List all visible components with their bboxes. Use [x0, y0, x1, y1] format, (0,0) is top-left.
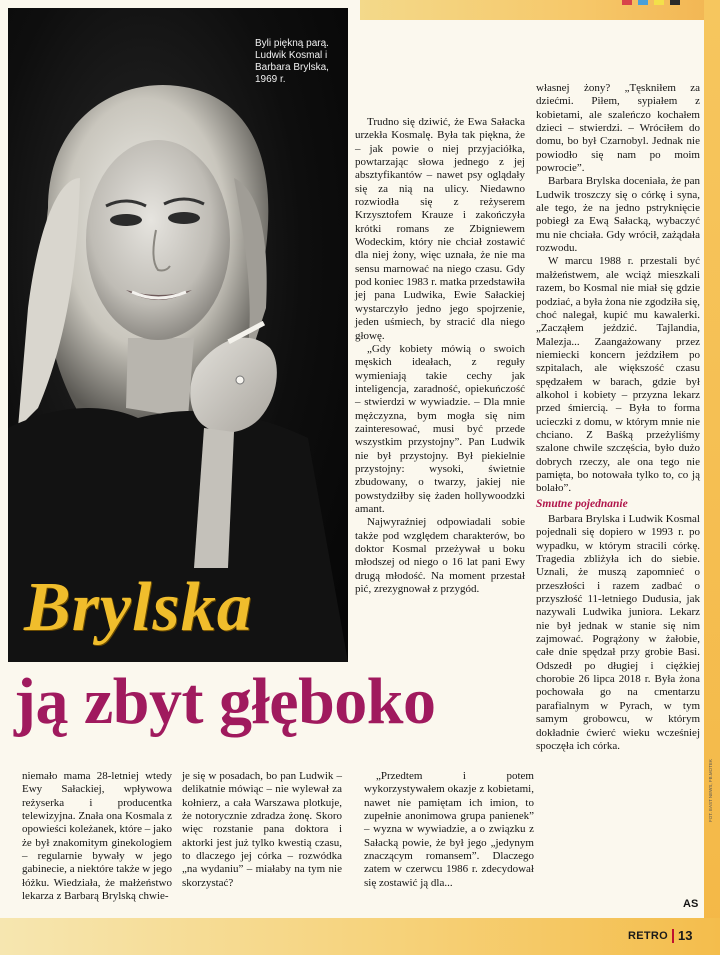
- paragraph: własnej żony? „Tęskniłem za dziećmi. Piłem, sypiałem z kobietami, ale szaleńczo kochałem dzieci – stwierdzi. – Wróciłem do domu, bo był Czarnobyl. Jednak nie powiodło się nam po moim powrocie”.: [536, 82, 700, 175]
- paragraph: „Gdy kobiety mówią o swoich męskich ideałach, z reguły wymieniają takie cechy jak inteligencja, zaradność, opiekuńczość – stwierdzi w wywiadzie. – Dla mnie mężczyzna, bym mogła się nim zainteresować, musi być przede wszystkim przystojny”. Pan Ludwik nie był przystojny. Był piekielnie przystojny: wysoki, świetnie zbudowany, o twarzy, jakiej nie powstydziłby się żaden hollywoodzki amant.: [355, 342, 525, 515]
- footer-band: [0, 918, 720, 955]
- folio-divider: [672, 929, 674, 943]
- photo-credit: FOT. EAST NEWS, FB.MOTEK: [708, 759, 713, 822]
- paragraph: niemało mama 28-letniej wtedy Ewy Sałackiej, wpływowa reżyserka i producentka telewizyjna. Znała ona Kosmala z opowieści koleżanek, które – jako że był znakomitym ginekologiem – regularnie bywały w jego gabinecie, a niektóre także w jego łóżku. Wiedziała, że małżeństwo lekarza z Barbarą Brylską chwie-: [22, 770, 172, 903]
- author-signature: AS: [683, 898, 699, 910]
- paragraph: Barbara Brylska i Ludwik Kosmal pojednali się dopiero w 1993 r. po wypadku, w którym stracili córkę. Tragedia zbliżyła ich do siebie. Uznali, że muszą zapomnieć o przeszłości i razem zadbać o przyszłość 11-letniego Dudusia, jak nazywali Ludwika juniora. Lekarz nie był jednak w stanie się nim zajmować. Pogrążony w żałobie, całe dnie spędzał przy grobie Basi. Odszedł po długiej i ciężkiej chorobie 26 lipca 2018 r. Była żona pochowała go na cmentarzu parafialnym w Pyrach, w tym samym grobowcu, w którym dokładnie ćwierć wieku wcześniej spoczęła ich córka.: [536, 513, 700, 752]
- paragraph: Barbara Brylska doceniała, że pan Ludwik troszczy się o córkę i syna, ale tego, że na jedno pstryknięcie pobiegł za Ewą Sałacką, wybaczyć mu nie chciała. Gdy wrócił, zażądała rozwodu.: [536, 175, 700, 255]
- name-overlay: Brylska: [24, 569, 253, 646]
- article-column-bottom-2: [182, 770, 342, 890]
- page-folio: [628, 928, 692, 943]
- article-column-bottom-3: [364, 770, 534, 890]
- article-column-middle: [355, 116, 525, 596]
- article-headline: ją zbyt głęboko: [14, 665, 436, 738]
- portrait-photo: [8, 8, 348, 662]
- paragraph: je się w posadach, bo pan Ludwik – delikatnie mówiąc – nie wylewał za kołnierz, a cała Warszawa plotkuje, że notorycznie zdradza żonę. Skoro więc rozstanie pana doktora i aktorki jest już tylko kwestią czasu, to dlaczego jej córka – rozwódka „na wydaniu” – miałaby na tym nie skorzystać?: [182, 770, 342, 889]
- article-column-right: [536, 82, 700, 753]
- page-number: 13: [678, 928, 693, 943]
- magazine-name: RETRO: [628, 929, 668, 942]
- paragraph: W marcu 1988 r. przestali być małżeństwem, ale wciąż mieszkali razem, bo Kosmal nie miał się gdzie podziać, a była żona nie zgodziła się, choć nalegał, kupić mu kawalerki. „Zacząłem jeździć. Tajlandia, Malezja... Zaangażowany przez niemiecki koncern jeździłem po szpitalach, ale większość czasu spędzałem w barach, gdzie był alkohol i kobiety – przyzna lekarz przed śmiercią. – Była to forma ucieczki z domu, w którym mnie nie chciano. Z Baśką przeżyliśmy szalone chwile szczęścia, było dużo dobrych rzeczy, ale ona tego nie pamięta, bo notowała tylko to, co ją bolało”.: [536, 255, 700, 495]
- paragraph: Trudno się dziwić, że Ewa Sałacka urzekła Kosmalę. Była tak piękna, że – jak powie o niej przyjaciółka, powtarzając słowa jednego z jej absztyfikantów – nawet psy oglądały się za nią na ulicy. Niedawno rozwiodła się z reżyserem Krzysztofem Krauze i zakończyła krótki romans ze Zbigniewem Wodeckim, który nie chciał zostawić dla niej żony, więc uznała, że nie ma sensu marnować na niego czasu. Gdy pod koniec 1983 r. matka przedstawiła jej pana Ludwika, Ewie Sałackiej wystarczyło jedno jego spojrzenie, jeden uśmiech, by stracić dla niego głowę.: [355, 116, 525, 342]
- paragraph: Najwyraźniej odpowiadali sobie także pod względem charakterów, bo doktor Kosmal przeżywał u boku młodszej od niego o 16 lat pani Ewy drugą młodość. Na moment przestał pić, zrezygnował z przygód.: [355, 516, 525, 596]
- color-chips: [622, 0, 680, 6]
- photo-caption: Byli piękną parą. Ludwik Kosmal i Barbara Brylska, 1969 r.: [255, 38, 329, 85]
- top-color-bar: [360, 0, 720, 20]
- article-column-bottom-1: [22, 770, 172, 903]
- portrait-illustration: [8, 8, 348, 662]
- paragraph: „Przedtem i potem wykorzystywałem okazje z kobietami, nawet nie pamiętam ich imion, to zupełnie anonimowa grupa panienek” – wyzna w wywiadzie, a o związku z Sałacką powie, że był jego „jedynym znaczącym romansem”. Dlaczego zatem w czerwcu 1986 r. zdecydował się zostawić ją dla...: [364, 770, 534, 889]
- section-subheading: Smutne pojednanie: [536, 497, 628, 510]
